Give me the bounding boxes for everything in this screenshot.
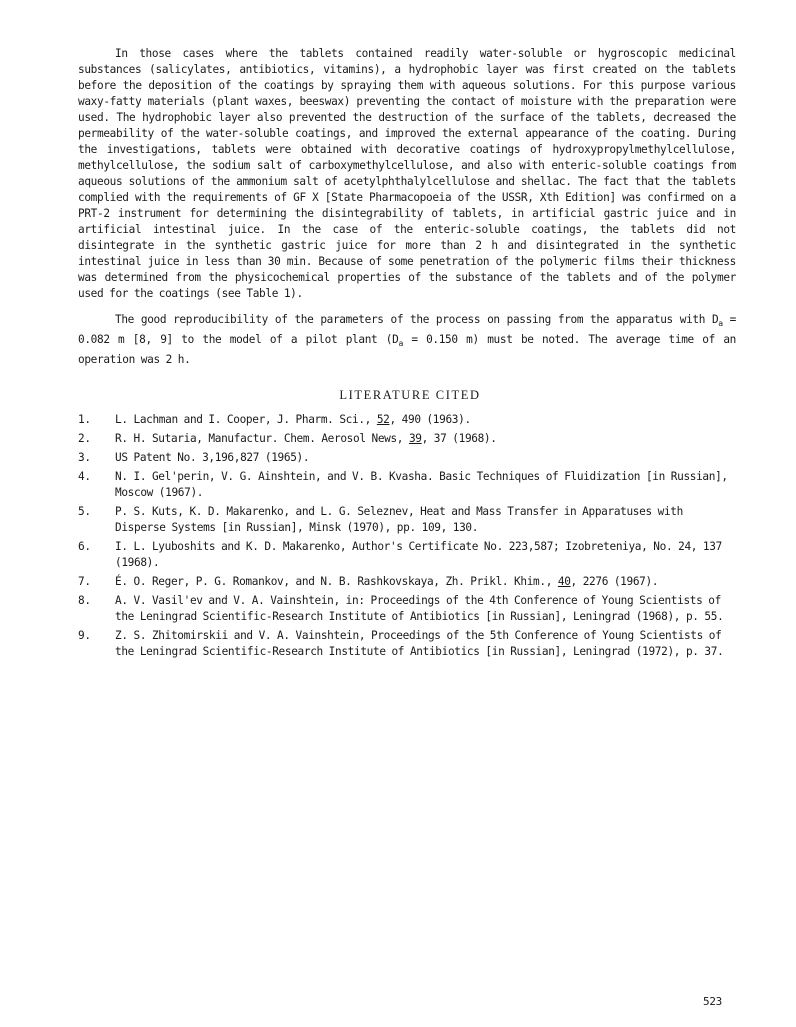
paragraph-2-part1: The good reproducibility of the parameters of the process on passing from the apparatus with D <box>115 313 719 326</box>
paragraph-1: In those cases where the tablets contained readily water-soluble or hygroscopic medicinal substances (salicylates, antibiotics, vitamins), a hydrophobic layer was first created on the tablets before the deposition of the coatings by spraying them with aqueous solutions. For this purpose various waxy-fatty materials (plant waxes, beeswax) preventing the contact of moisture with the preparation were used. The hydrophobic layer also prevented the destruction of the surface of the tablets, decreased the permeability of the water-soluble coatings, and improved the external appearance of the coating. During the investigations, tablets were obtained with decorative coatings of hydroxypropylmethylcellulose, methylcellulose, the sodium salt of carboxymethylcellulose, and also with enteric-soluble coatings from aqueous solutions of the ammonium salt of acetylphthalylcellulose and shellac. The fact that the tablets complied with the requirements of GF X [State Pharmacopoeia of the USSR, Xth Edition] was confirmed on a PRT-2 instrument for determining the disintegrability of tablets, in artificial gastric juice and in artificial intestinal juice. In the case of the enteric-soluble coatings, the tablets did not disintegrate in the synthetic gastric juice for more than 2 h and disintegrated in the synthetic intestinal juice in less than 30 min. Because of some penetration of the polymeric films their thickness was determined from the physicochemical properties of the substance of the tablets and of the polymer used for the coatings (see Table 1). <box>78 47 736 300</box>
page-body <box>78 46 736 663</box>
reference-text-tail: , 2276 (1967). <box>570 575 659 589</box>
reference-text: P. S. Kuts, K. D. Makarenko, and L. G. Seleznev, Heat and Mass Transfer in Apparatuses with Disperse Systems [in Russian], Minsk (1970), pp. 109, 130. <box>115 505 683 535</box>
reference-number: 8. <box>78 594 91 608</box>
reference-volume: 40 <box>557 575 571 589</box>
page-number: 523 <box>703 995 722 1008</box>
reference-list <box>78 412 736 660</box>
reference-text <box>115 431 736 447</box>
reference-text-tail: , 490 (1963). <box>389 413 471 427</box>
reference-text <box>115 574 736 590</box>
reference-text-main: R. H. Sutaria, Manufactur. Chem. Aerosol News, <box>115 432 409 446</box>
reference-number: 5. <box>78 505 91 519</box>
reference-text <box>115 412 736 428</box>
reference-item <box>78 574 736 590</box>
paragraph-2-sub1: a <box>718 319 723 329</box>
reference-item <box>78 504 736 536</box>
reference-number: 1. <box>78 413 91 427</box>
reference-item <box>78 412 736 428</box>
reference-text: I. L. Lyuboshits and K. D. Makarenko, Author's Certificate No. 223,587; Izobreteniya, No. 24, 137 (1968). <box>115 540 722 570</box>
reference-text-main: L. Lachman and I. Cooper, J. Pharm. Sci., <box>115 413 377 427</box>
reference-text-tail: , 37 (1968). <box>421 432 497 446</box>
reference-volume: 39 <box>408 432 422 446</box>
reference-number: 9. <box>78 629 91 643</box>
reference-text: Z. S. Zhitomirskii and V. A. Vainshtein, Proceedings of the 5th Conference of Young Scientists of the Leningrad Scientific-Research Institute of Antibiotics [in Russian], Leningrad (1972), p. 37. <box>115 629 724 659</box>
reference-number: 6. <box>78 540 91 554</box>
paragraph-2-sub2: a <box>398 339 403 349</box>
reference-text: N. I. Gel'perin, V. G. Ainshtein, and V. B. Kvasha. Basic Techniques of Fluidization [in Russian], Moscow (1967). <box>115 470 728 500</box>
paragraph-2-part2: = 0.082 m [8, 9] to the model of a pilot plant (D <box>78 313 736 347</box>
reference-item <box>78 539 736 571</box>
reference-item <box>78 450 736 466</box>
literature-cited-heading: LITERATURE CITED <box>339 388 481 403</box>
reference-number: 4. <box>78 470 91 484</box>
reference-number: 3. <box>78 451 91 465</box>
reference-item <box>78 431 736 447</box>
reference-number: 7. <box>78 575 91 589</box>
reference-volume: 52 <box>376 413 390 427</box>
reference-text: US Patent No. 3,196,827 (1965). <box>115 451 310 465</box>
reference-item <box>78 593 736 625</box>
paragraph-2-part3: = 0.150 m) must be noted. The average time of an operation was 2 h. <box>78 333 736 367</box>
paragraph-2 <box>78 312 736 368</box>
reference-item <box>78 628 736 660</box>
reference-text: A. V. Vasil'ev and V. A. Vainshtein, in: Proceedings of the 4th Conference of Young Scientists of the Leningrad Scientific-Research Institute of Antibiotics [in Russian], Leningrad (1968), p. 55. <box>115 594 724 624</box>
reference-item <box>78 469 736 501</box>
reference-text-main: É. O. Reger, P. G. Romankov, and N. B. Rashkovskaya, Zh. Prikl. Khim., <box>115 575 558 589</box>
reference-number: 2. <box>78 432 91 446</box>
